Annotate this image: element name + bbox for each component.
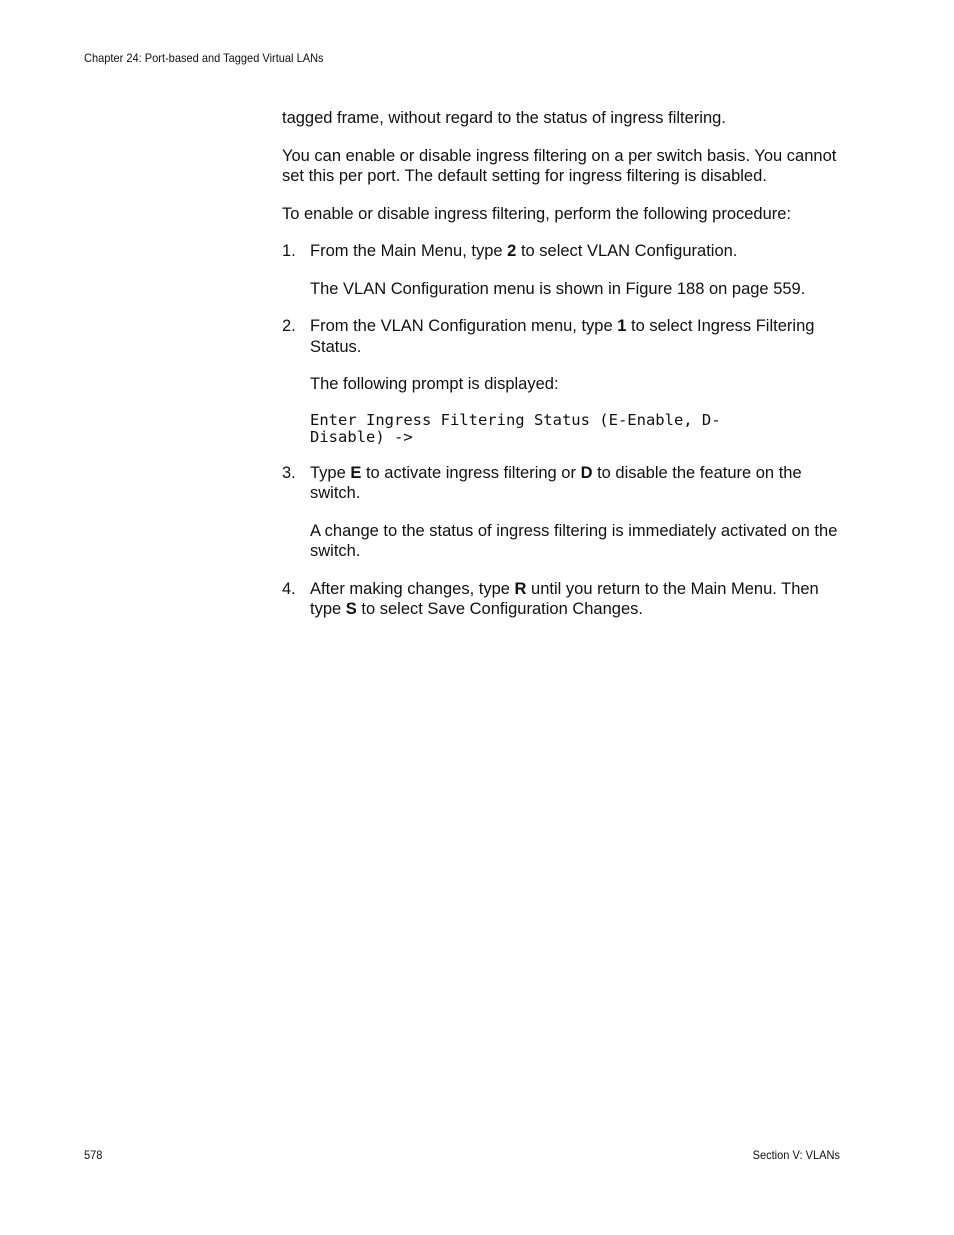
step-note: A change to the status of ingress filtering is immediately activated on the switch. (310, 521, 838, 560)
key-label: R (514, 579, 527, 598)
step-1 (282, 241, 847, 299)
paragraph: To enable or disable ingress filtering, perform the following procedure: (282, 204, 792, 223)
step-3 (282, 463, 847, 562)
section-label: Section V: VLANs (752, 1148, 840, 1162)
step-instruction: After making changes, type R until you return to the Main Menu. Then type S to select Save Configuration Changes. (310, 579, 819, 618)
step-note: The VLAN Configuration menu is shown in Figure 188 on page 559. (310, 279, 806, 298)
step-note: The following prompt is displayed: (310, 375, 559, 393)
key-label: 2 (507, 242, 517, 260)
paragraph: You can enable or disable ingress filtering on a per switch basis. You cannot set this per port. The default setting for ingress filtering is disabled. (282, 146, 837, 185)
code-prompt: Enter Ingress Filtering Status (E-Enable, D-Disable) -> (310, 410, 721, 446)
key-label: S (345, 600, 357, 618)
step-instruction: Type E to activate ingress filtering or D to disable the feature on the switch. (310, 463, 802, 502)
key-label: D (580, 463, 593, 482)
running-header: Chapter 24: Port-based and Tagged Virtual LANs (84, 51, 324, 65)
paragraph: tagged frame, without regard to the status of ingress filtering. (282, 109, 726, 127)
step-instruction: From the Main Menu, type 2 to select VLAN Configuration. (310, 242, 738, 260)
page-number: 578 (84, 1148, 103, 1162)
page-body (282, 108, 847, 637)
procedure-steps (282, 241, 847, 620)
step-number: 1. (282, 242, 296, 260)
key-label: E (350, 463, 362, 482)
step-4 (282, 579, 847, 620)
step-number: 4. (282, 579, 296, 598)
key-label: 1 (617, 317, 627, 335)
step-number: 2. (282, 317, 296, 335)
step-2 (282, 316, 847, 446)
step-number: 3. (282, 463, 296, 482)
step-instruction: From the VLAN Configuration menu, type 1 to select Ingress Filtering Status. (310, 317, 815, 356)
